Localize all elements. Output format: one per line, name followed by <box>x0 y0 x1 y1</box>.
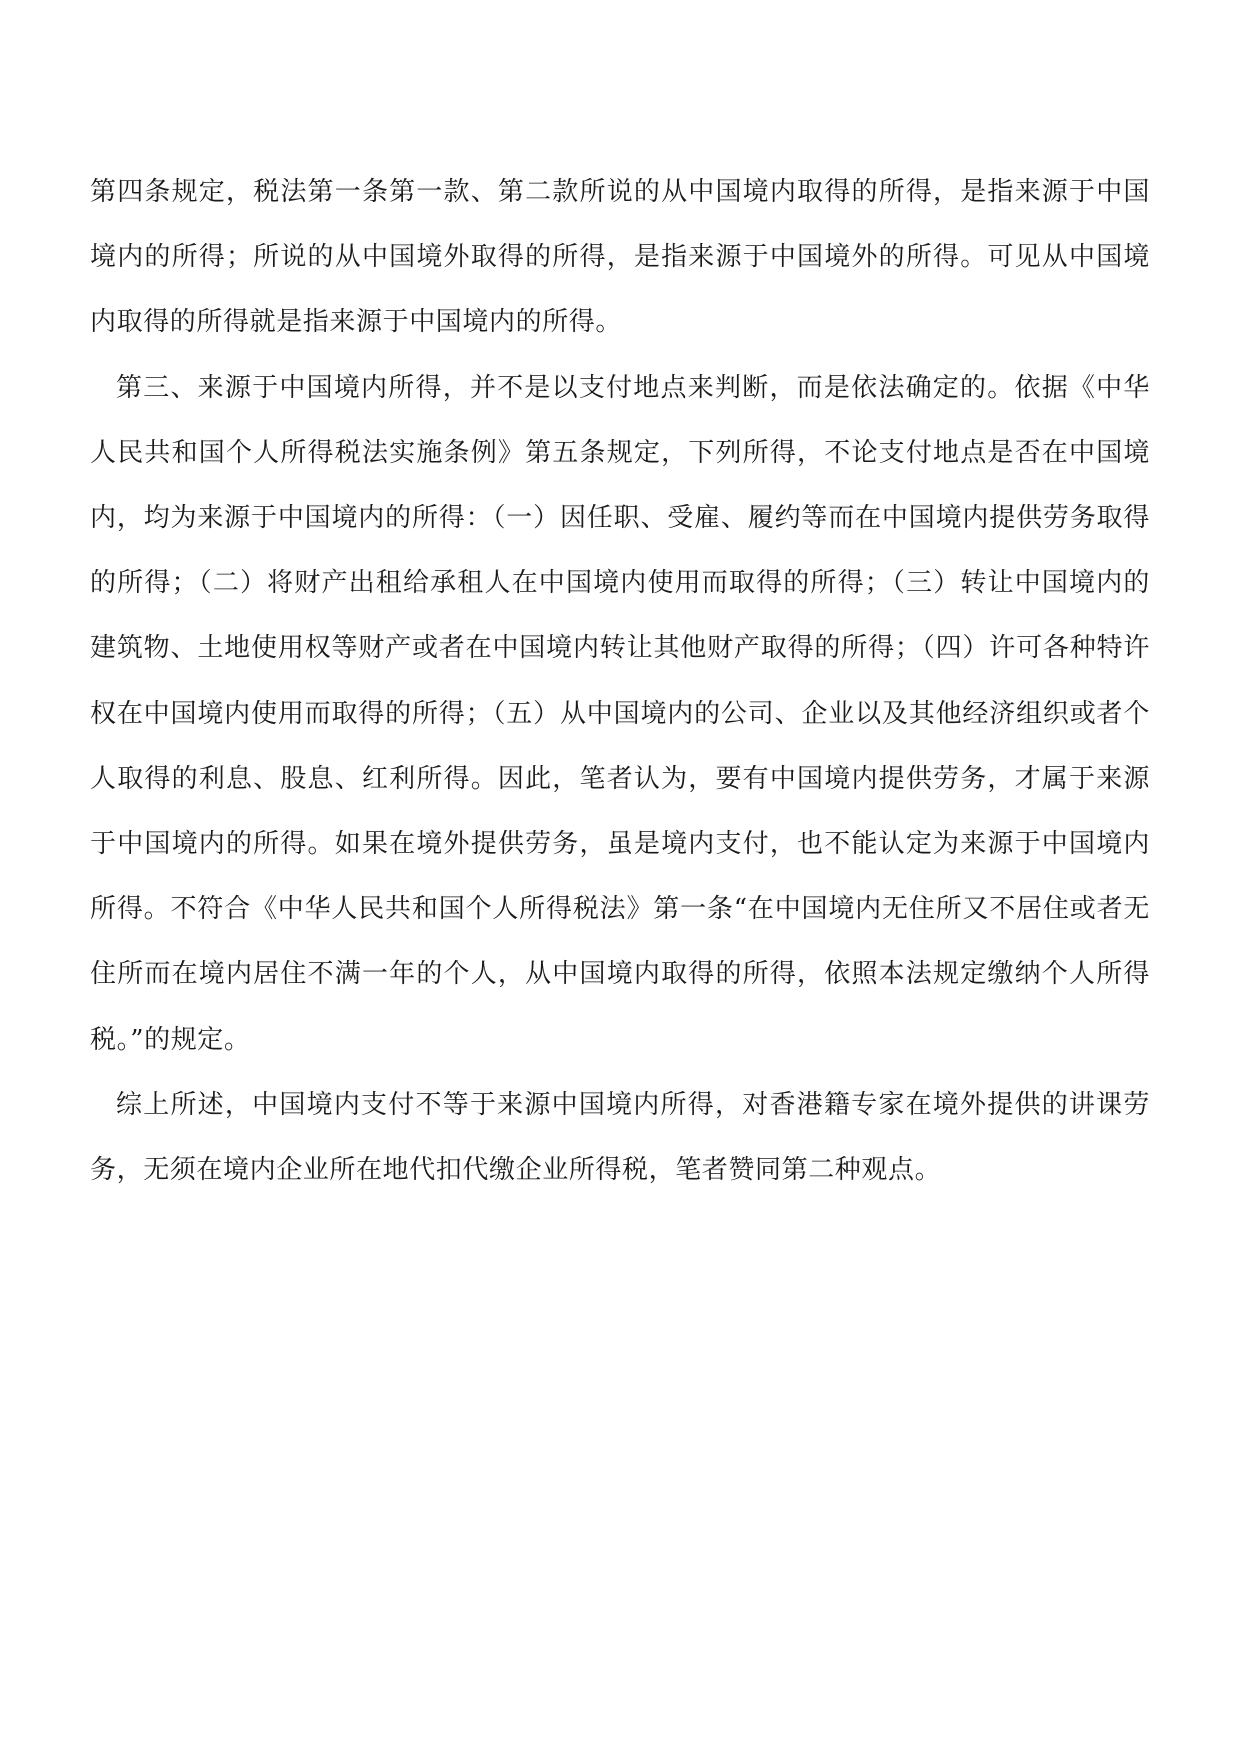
paragraph-article-four: 第四条规定，税法第一条第一款、第二款所说的从中国境内取得的所得，是指来源于中国境内的所得；所说的从中国境外取得的所得，是指来源于中国境外的所得。可见从中国境内取得的所得就是指来源于中国境内的所得。 <box>90 177 1150 338</box>
document-body <box>90 160 1150 1203</box>
paragraph-point-three: 第三、来源于中国境内所得，并不是以支付地点来判断，而是依法确定的。依据《中华人民共和国个人所得税法实施条例》第五条规定，下列所得，不论支付地点是否在中国境内，均为来源于中国境内的所得：（一）因任职、受雇、履约等而在中国境内提供劳务取得的所得；（二）将财产出租给承租人在中国境内使用而取得的所得；（三）转让中国境内的建筑物、土地使用权等财产或者在中国境内转让其他财产取得的所得；（四）许可各种特许权在中国境内使用而取得的所得；（五）从中国境内的公司、企业以及其他经济组织或者个人取得的利息、股息、红利所得。因此，笔者认为，要有中国境内提供劳务，才属于来源于中国境内的所得。如果在境外提供劳务，虽是境内支付，也不能认定为来源于中国境内所得。不符合《中华人民共和国个人所得税法》第一条“在中国境内无住所又不居住或者无住所而在境内居住不满一年的个人，从中国境内取得的所得，依照本法规定缴纳个人所得税。”的规定。 <box>90 372 1150 1055</box>
paragraph-conclusion: 综上所述，中国境内支付不等于来源中国境内所得，对香港籍专家在境外提供的讲课劳务，无须在境内企业所在地代扣代缴企业所得税，笔者赞同第二种观点。 <box>90 1089 1150 1186</box>
